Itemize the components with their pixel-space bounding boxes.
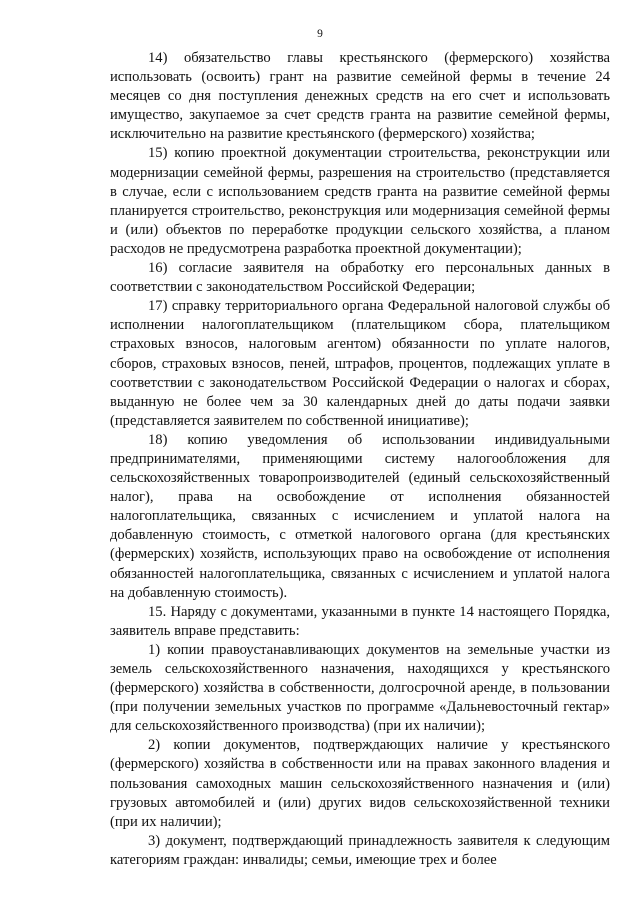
document-body bbox=[110, 49, 610, 870]
paragraph-item-14: 14) обязательство главы крестьянского (фермерского) хозяйства использовать (освоить) грант на развитие семейной фермы в течение 24 месяцев со дня поступления денежных средств на его счет и использовать имущество, закупаемое за счет средств гранта на развитие семейной фермы, исключительно на развитие крестьянского (фермерского) хозяйства; bbox=[110, 50, 610, 143]
paragraph-clause-15: 15. Наряду с документами, указанными в пункте 14 настоящего Порядка, заявитель вправе представить: bbox=[110, 603, 610, 639]
paragraph-item-16: 16) согласие заявителя на обработку его персональных данных в соответствии с законодательством Российской Федерации; bbox=[110, 260, 610, 296]
paragraph-sub-3: 3) документ, подтверждающий принадлежность заявителя к следующим категориям граждан: инвалиды; семьи, имеющие трех и более bbox=[110, 832, 610, 868]
paragraph-item-17: 17) справку территориального органа Федеральной налоговой службы об исполнении налогоплательщиком (плательщиком сбора, плательщиком страховых взносов, налоговым агентом) обязанности по уплате налогов, сборов, страховых взносов, пеней, штрафов, процентов, подлежащих уплате в соответствии с законодательством Российской Федерации о налогах и сборах, выданную не более чем за 30 календарных дней до даты подачи заявки (представляется заявителем по собственной инициативе); bbox=[110, 298, 610, 429]
paragraph-item-18: 18) копию уведомления об использовании индивидуальными предпринимателями, применяющими систему налогообложения для сельскохозяйственных товаропроизводителей (единый сельскохозяйственный налог), права на освобождение от исполнения обязанностей налогоплательщика, связанных с исчислением и уплатой налога на добавленную стоимость, с отметкой налогового органа (для крестьянских (фермерских) хозяйств, использующих право на освобождение от исполнения обязанностей налогоплательщика, связанных с исчислением и уплатой налога на добавленную стоимость). bbox=[110, 431, 610, 601]
paragraph-sub-1: 1) копии правоустанавливающих документов на земельные участки из земель сельскохозяйственного назначения, находящихся у крестьянского (фермерского) хозяйства в собственности, долгосрочной аренде, в пользовании (при получении земельных участков по программе «Дальневосточный гектар» для сельскохозяйственного производства) (при их наличии); bbox=[110, 641, 610, 735]
paragraph-sub-2: 2) копии документов, подтверждающих наличие у крестьянского (фермерского) хозяйства в собственности или на правах законного владения и пользования самоходных машин сельскохозяйственного назначения и (или) грузовых автомобилей и (или) других видов сельскохозяйственной техники (при их наличии); bbox=[110, 737, 610, 830]
paragraph-item-15: 15) копию проектной документации строительства, реконструкции или модернизации семейной фермы, разрешения на строительство (представляется в случае, если с использованием средств гранта на развитие семейной фермы планируется строительство, реконструкция или модернизация семейной фермы и (или) объектов по переработке продукции сельского хозяйства, а планом расходов не предусмотрена разработка проектной документации); bbox=[110, 145, 610, 257]
page-number: 9 bbox=[317, 28, 323, 40]
